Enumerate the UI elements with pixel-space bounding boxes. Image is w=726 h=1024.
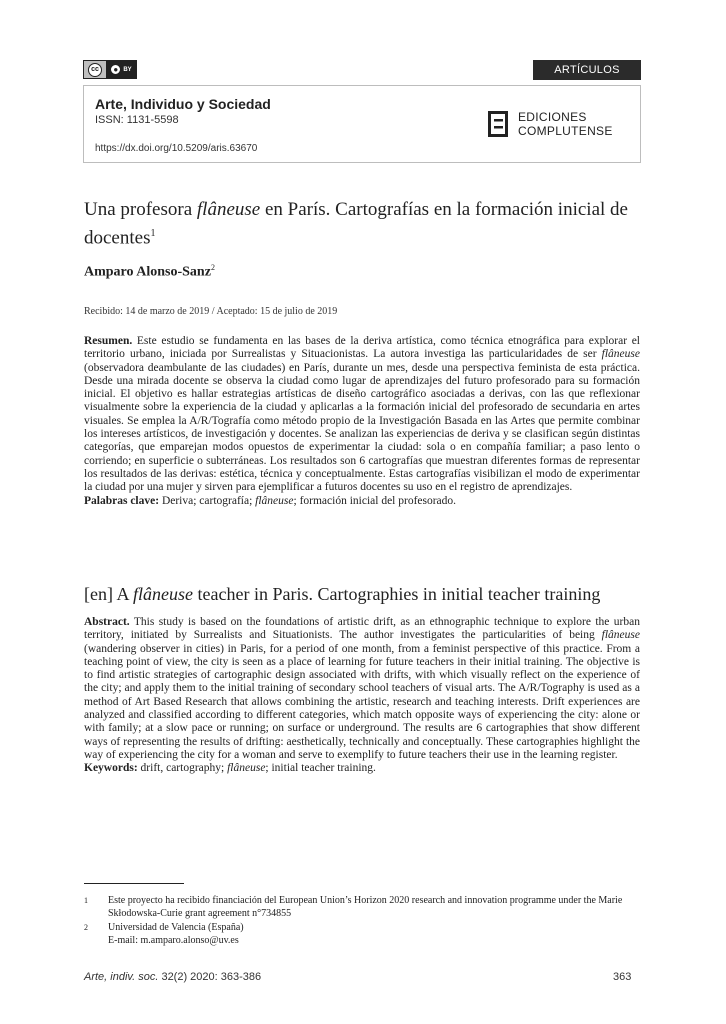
publisher-block <box>488 110 613 138</box>
section-tag: ARTÍCULOS <box>533 60 641 80</box>
abstract-es-text-2: (observadora deambulante de las ciudades) en París, durante un mes, desde una perspectiva feminista de esta práctica. Desde una mirada docente se observa la ciudad como lugar de aprendizajes del futuro profesorado para su formación inicial. El objetivo es hallar estrategias artísticas de diseño cartográfico asociadas a derivas, con las que reflexionar visualmente sobre la experiencia de la ciudad y aplicarlas a la formación inicial del profesorado de secundaria en artes visuales. Se emplea la A/R/Tografía como método propio de la Investigación Basada en las Artes que permite combinar los intereses artísticos, de investigación y docentes. Se analizan las experiencias de deriva y se clasifican según distintas categorías, que emparejan modos opuestos de experimentar la ciudad: sola o en compañía familiar; a paso lento o corriendo; en superficie o subterráneas. Los resultados son 6 cartografías que muestran diferentes formas de representar los resultados de las derivas: estética, técnica y conceptualmente. Estas cartografías visibilizan el modo de experimentar la ciudad por una mujer y sirven para ejemplificar a futuros docentes su uso en el registro de aprendizajes. <box>84 361 640 494</box>
by-label: BY <box>123 66 132 73</box>
title-text-1: Una profesora <box>84 199 197 220</box>
keywords-es-text-2: ; formación inicial del profesorado. <box>293 494 457 507</box>
keywords-en-label: Keywords: <box>84 762 138 775</box>
cc-by-license-badge[interactable] <box>83 60 137 79</box>
abstract-es-italic: flâneuse <box>601 348 640 361</box>
abstract-en-text-1: This study is based on the foundations of artistic drift, as an ethnographic technique to explore the urban territory, initiated by Surrealists and Situationists. The author investigates the particularities of being <box>84 616 640 642</box>
keywords-en-italic: flâneuse <box>227 762 266 775</box>
en-title-text-1: [en] A <box>84 584 133 604</box>
footnote-text: Este proyecto ha recibido financiación del European Union’s Horizon 2020 research and innovation programme under the Marie Skłodowska-Curie grant agreement n°734855 <box>108 895 623 919</box>
keywords-es-text-1: Deriva; cartografía; <box>159 494 256 507</box>
abstract-en-text-2: (wandering observer in cities) in Paris, for a period of one month, from a feminist perspective of this practice. From a teaching point of view, the city is seen as a place of learning for future teachers in their initial training. The objective is to find artistic strategies of cartographic design associated with drifts, with which visually reflect on the experience of the city; and apply them to the initial training of secondary school teachers of visual arts. The A/R/Tography is used as a method of Art Based Research that allows combining the artistic, research and teaching interests. Drift experiences are analyzed and classified according to different categories, which match opposite ways of experiencing the city: alone or with family; at a slow pace or running; on surface or underground. The results are 6 cartographies that show different ways of representing the results of drifting: aesthetically, technically and conceptually. These cartographies highlight the way of experiencing the city for a woman and serve to exemplify to future teachers their use in the learning register. <box>84 642 640 761</box>
publisher-name-line2: COMPLUTENSE <box>518 124 613 138</box>
title-text-2: en París. Cartografías en la formación inicial de docentes <box>84 199 628 249</box>
footer-volume: 32(2) 2020: 363-386 <box>158 971 262 983</box>
footnote-text: Universidad de Valencia (España) <box>108 922 244 933</box>
keywords-english <box>84 762 640 775</box>
abstract-en-italic: flâneuse <box>601 629 640 642</box>
abstract-en-label: Abstract. <box>84 616 130 628</box>
keywords-en-text-2: ; initial teacher training. <box>265 762 376 775</box>
author-name <box>84 263 215 281</box>
title-italic: flâneuse <box>196 199 261 220</box>
en-title-text-2: teacher in Paris. Cartographies in initial teacher training <box>193 584 601 604</box>
keywords-es-label: Palabras clave: <box>84 494 160 507</box>
article-title <box>84 198 644 250</box>
footnote-item <box>84 895 640 920</box>
footnote-number: 2 <box>84 923 88 932</box>
english-title <box>84 584 600 605</box>
title-footnote-marker[interactable]: 1 <box>150 228 156 239</box>
author-footnote-marker[interactable]: 2 <box>210 263 215 272</box>
footnotes <box>84 895 640 949</box>
footnote-divider <box>84 883 184 884</box>
keywords-spanish <box>84 495 640 508</box>
received-dates: Recibido: 14 de marzo de 2019 / Aceptado: 15 de julio de 2019 <box>84 306 338 317</box>
person-icon: ● <box>110 64 121 75</box>
footnote-number: 1 <box>84 896 88 905</box>
abstract-english <box>84 616 640 776</box>
journal-header-box <box>83 85 641 163</box>
page-number: 363 <box>613 971 632 983</box>
cc-icon <box>88 63 102 77</box>
footer-journal-abbr: Arte, indiv. soc. <box>84 971 159 983</box>
footer-citation <box>84 971 261 983</box>
cc-icon-area <box>84 61 106 78</box>
journal-issn: ISSN: 1131-5598 <box>95 114 179 126</box>
abstract-es-label: Resumen. <box>84 335 133 347</box>
abstract-es-text-1: Este estudio se fundamenta en las bases de la deriva artística, como técnica etnográfica para explorar el territorio urbano, iniciada por Surrealistas y Situacionistas. La autora investiga las particularidades de ser <box>84 335 640 361</box>
footnote-item <box>84 922 640 947</box>
cc-icon-text: cc <box>91 66 99 73</box>
footnote-email[interactable]: E-mail: m.amparo.alonso@uv.es <box>108 934 239 946</box>
keywords-es-italic: flâneuse <box>255 494 294 507</box>
publisher-name-line1: EDICIONES <box>518 110 587 124</box>
keywords-en-text-1: drift, cartography; <box>137 762 228 775</box>
abstract-spanish <box>84 335 640 508</box>
by-icon-area <box>106 61 136 78</box>
journal-title: Arte, Individuo y Sociedad <box>95 96 271 112</box>
doi-link[interactable]: https://dx.doi.org/10.5209/aris.63670 <box>95 143 258 154</box>
author-text: Amparo Alonso-Sanz <box>84 264 211 280</box>
en-title-italic: flâneuse <box>133 584 193 604</box>
publisher-logo-icon <box>488 111 508 137</box>
